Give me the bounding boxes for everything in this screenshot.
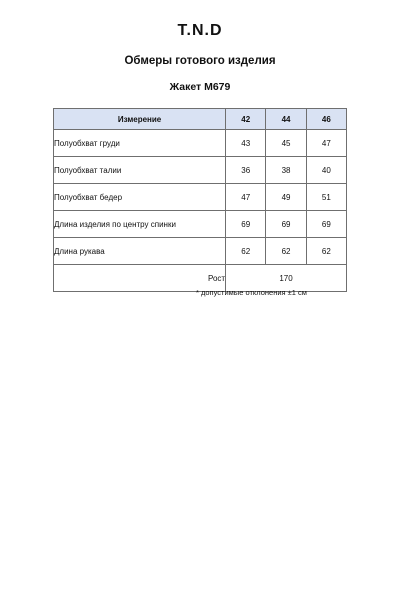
height-label: Рост	[54, 265, 226, 292]
cell-value: 69	[266, 211, 306, 238]
table-row	[54, 211, 347, 238]
row-label: Длина изделия по центру спинки	[54, 211, 226, 238]
table-row	[54, 130, 347, 157]
cell-value: 36	[226, 157, 266, 184]
cell-value: 69	[306, 211, 346, 238]
cell-value: 47	[306, 130, 346, 157]
row-label: Длина рукава	[54, 238, 226, 265]
row-label: Полуобхват бедер	[54, 184, 226, 211]
cell-value: 62	[226, 238, 266, 265]
header-size-42: 42	[226, 109, 266, 130]
table-row	[54, 238, 347, 265]
cell-value: 40	[306, 157, 346, 184]
product-name: Жакет М679	[169, 81, 231, 93]
header-measurement: Измерение	[54, 109, 226, 130]
height-value: 170	[226, 265, 347, 292]
cell-value: 49	[266, 184, 306, 211]
row-label: Полуобхват талии	[54, 157, 226, 184]
header-size-46: 46	[306, 109, 346, 130]
measurements-table	[53, 108, 347, 292]
header-size-44: 44	[266, 109, 306, 130]
cell-value: 45	[266, 130, 306, 157]
table-header-row	[54, 109, 347, 130]
cell-value: 43	[226, 130, 266, 157]
cell-value: 38	[266, 157, 306, 184]
table-row	[54, 184, 347, 211]
cell-value: 62	[266, 238, 306, 265]
cell-value: 62	[306, 238, 346, 265]
cell-value: 69	[226, 211, 266, 238]
brand-logo-text: T.N.D	[177, 22, 223, 39]
document-title: Обмеры готового изделия	[124, 55, 276, 67]
cell-value: 51	[306, 184, 346, 211]
cell-value: 47	[226, 184, 266, 211]
table-row	[54, 157, 347, 184]
tolerance-footnote: * допустимые отклонения ±1 см	[196, 288, 307, 297]
row-label: Полуобхват груди	[54, 130, 226, 157]
